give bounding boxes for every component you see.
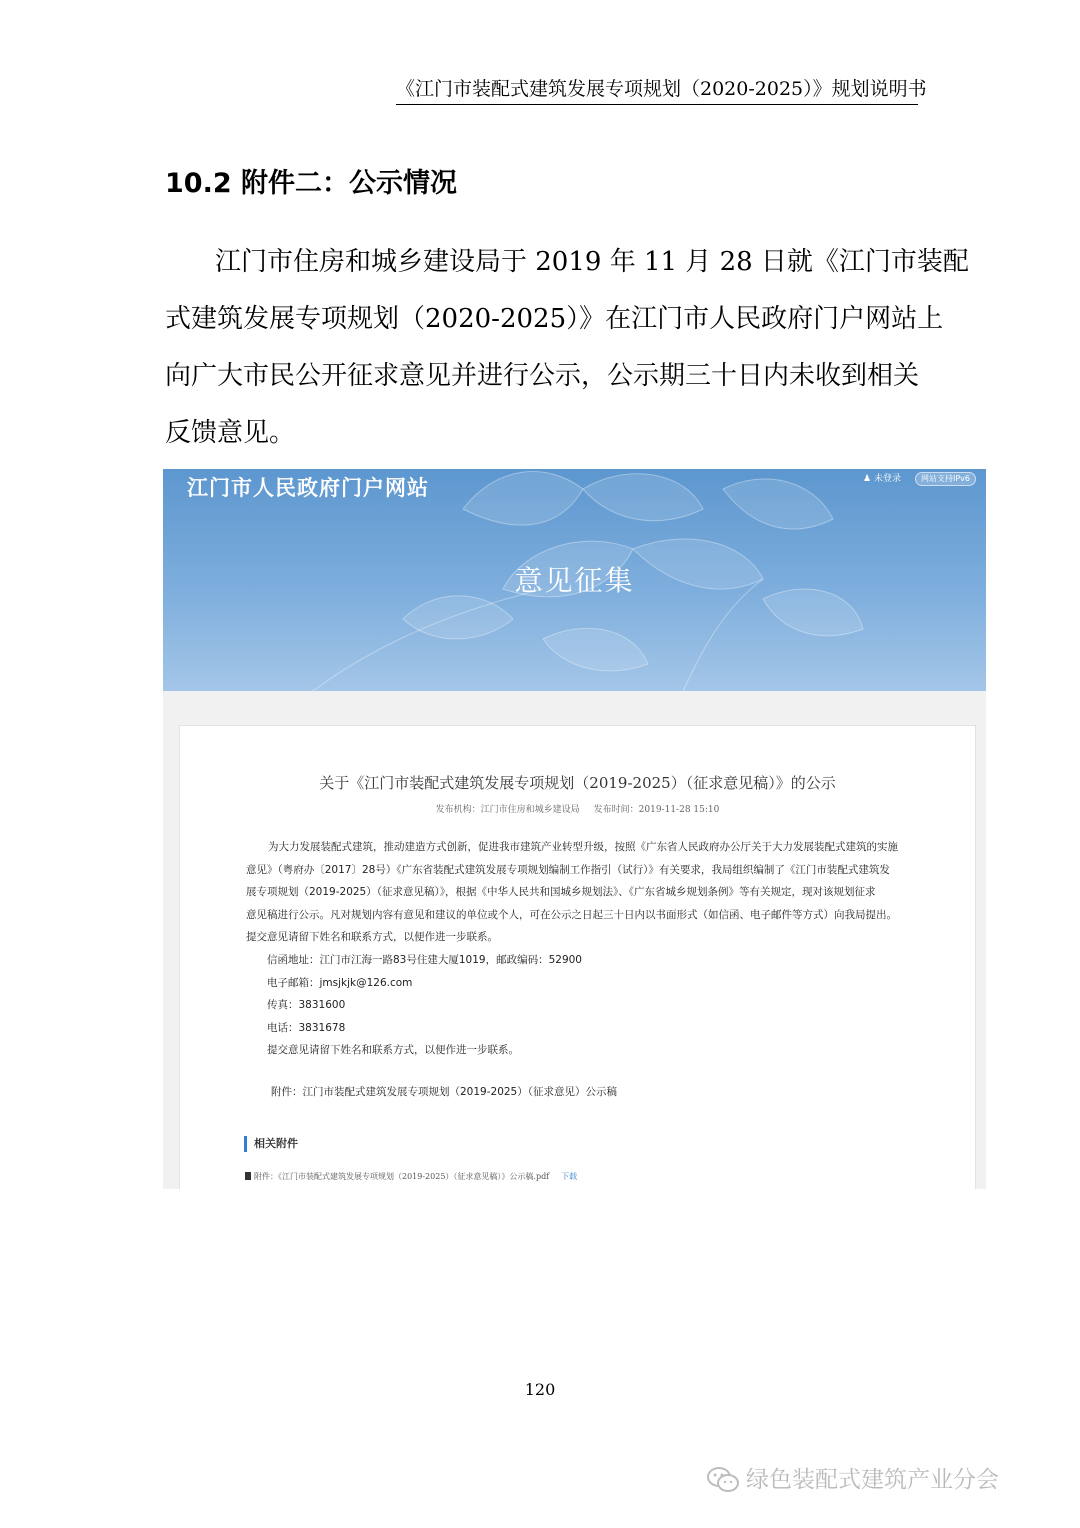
download-link[interactable]: 下载: [561, 1172, 578, 1181]
notice-body-line: 为大力发展装配式建筑，推动建造方式创新，促进我市建筑产业转型升级，按照《广东省人民政府办公厅关于大力发展装配式建筑的实施: [268, 841, 898, 853]
login-label: 未登录: [873, 474, 901, 484]
wechat-watermark: [706, 1460, 999, 1500]
site-banner: [163, 469, 986, 691]
ipv6-badge: 网站支持IPv6: [915, 472, 976, 486]
publisher: 发布机构：江门市住房和城乡建设局: [435, 805, 580, 815]
attachment-row: [245, 1170, 577, 1184]
banner-heading: 意见征集: [514, 564, 635, 597]
wechat-icon: [706, 1465, 740, 1495]
contact-address: 信函地址：江门市江海一路83号住建大厦1019，邮政编码：52900: [267, 954, 582, 966]
login-link[interactable]: [863, 472, 901, 486]
attachment-note: 附件：江门市装配式建筑发展专项规划（2019-2025）（征求意见）公示稿: [271, 1086, 617, 1098]
related-attachments-heading: 相关附件: [244, 1136, 298, 1152]
section-title: 10.2 附件二：公示情况: [165, 168, 458, 199]
contact-phone: 电话：3831678: [267, 1021, 346, 1034]
page-number: 120: [524, 1380, 556, 1399]
notice-meta: [180, 803, 975, 817]
contact-fax: 传真：3831600: [267, 999, 346, 1011]
contact-info: [267, 949, 582, 1062]
attachment-file-link[interactable]: 附件：《江门市装配式建筑发展专项规划（2019-2025）（征求意见稿）》公示稿.pdf: [254, 1172, 550, 1181]
notice-card: [179, 725, 976, 1189]
user-icon: ♟: [863, 474, 872, 484]
paragraph-line: 向广大市民公开征求意见并进行公示，公示期三十日内未收到相关: [165, 361, 920, 391]
notice-body-line: 提交意见请留下姓名和联系方式，以便作进一步联系。: [246, 931, 498, 943]
body-paragraph: [165, 234, 969, 462]
site-title[interactable]: 江门市人民政府门户网站: [187, 475, 429, 500]
file-icon: [245, 1172, 251, 1180]
paragraph-line: 江门市住房和城乡建设局于 2019 年 11 月 28 日就《江门市装配: [215, 247, 969, 277]
paragraph-line: 式建筑发展专项规划（2020-2025）》在江门市人民政府门户网站上: [165, 304, 944, 334]
notice-body-line: 意见稿进行公示。凡对规划内容有意见和建议的单位或个人，可在公示之日起三十日内以书面形式（如信函、电子邮件等方式）向我局提出。: [246, 908, 897, 921]
website-screenshot: [163, 469, 986, 1189]
watermark-text: 绿色装配式建筑产业分会: [746, 1467, 999, 1493]
notice-title: 关于《江门市装配式建筑发展专项规划（2019-2025）（征求意见稿）》的公示: [319, 774, 836, 792]
contact-email: 电子邮箱：jmsjkjk@126.com: [267, 976, 413, 989]
publish-time: 发布时间：2019-11-28 15:10: [593, 805, 720, 815]
notice-body: [246, 836, 916, 949]
running-header: 《江门市装配式建筑发展专项规划（2020-2025）》规划说明书: [396, 76, 918, 105]
paragraph-line: 反馈意见。: [165, 418, 296, 448]
notice-body-line: 展专项规划（2019-2025）（征求意见稿）》，根据《中华人民共和国城乡规划法》、《广东省城乡规划条例》等有关规定，现对该规划征求: [246, 886, 876, 898]
contact-note: 提交意见请留下姓名和联系方式，以便作进一步联系。: [267, 1044, 519, 1056]
notice-body-line: 意见》（粤府办〔2017〕28号）《广东省装配式建筑发展专项规划编制工作指引（试行）》有关要求，我局组织编制了《江门市装配式建筑发: [246, 863, 890, 876]
